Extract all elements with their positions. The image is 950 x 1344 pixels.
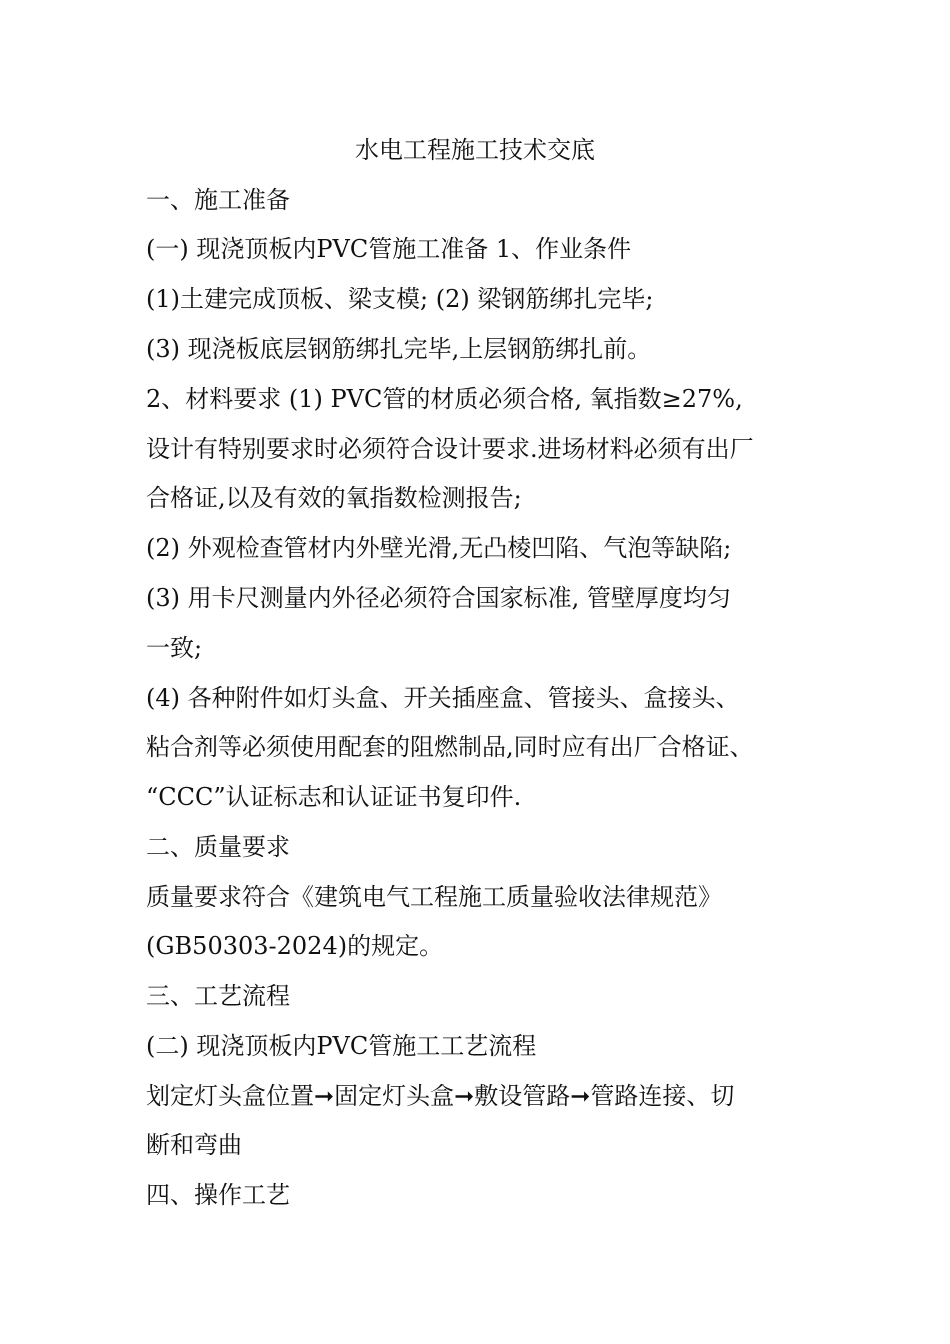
text-line: 合格证,以及有效的氧指数检测报告;: [146, 484, 522, 512]
document-title: 水电工程施工技术交底: [355, 136, 595, 164]
text-line: (3) 用卡尺测量内外径必须符合国家标准, 管壁厚度均匀: [146, 584, 731, 612]
text-line: “CCC”认证标志和认证证书复印件.: [146, 783, 522, 811]
text-line: (2) 外观检查管材内外壁光滑,无凸棱凹陷、气泡等缺陷;: [146, 534, 732, 562]
subsection-pvc-process: (二) 现浇顶板内PVC管施工工艺流程: [146, 1032, 537, 1060]
text-line: 2、材料要求 (1) PVC管的材质必须合格, 氧指数≥27%,: [146, 385, 743, 413]
process-flow-line: 划定灯头盒位置➞固定灯头盒➞敷设管路➞管路连接、切: [146, 1082, 735, 1110]
text-line: (GB50303-2024)的规定。: [146, 932, 444, 960]
section-heading-quality: 二、质量要求: [146, 833, 290, 861]
text-line: 一致;: [146, 634, 203, 662]
section-heading-process: 三、工艺流程: [146, 982, 290, 1010]
section-heading-preparation: 一、施工准备: [146, 186, 290, 214]
text-line: (4) 各种附件如灯头盒、开关插座盒、管接头、盒接头、: [146, 684, 740, 712]
process-flow-line: 断和弯曲: [146, 1131, 242, 1159]
text-line: (1)土建完成顶板、梁支模; (2) 梁钢筋绑扎完毕;: [146, 285, 654, 313]
text-line: 质量要求符合《建筑电气工程施工质量验收法律规范》: [146, 883, 722, 911]
subsection-pvc-preparation: (一) 现浇顶板内PVC管施工准备 1、作业条件: [146, 235, 632, 263]
text-line: 设计有特别要求时必须符合设计要求.进场材料必须有出厂: [146, 435, 754, 463]
section-heading-operation: 四、操作工艺: [146, 1181, 290, 1209]
text-line: (3) 现浇板底层钢筋绑扎完毕,上层钢筋绑扎前。: [146, 335, 652, 363]
text-line: 粘合剂等必须使用配套的阻燃制品,同时应有出厂合格证、: [146, 733, 754, 761]
